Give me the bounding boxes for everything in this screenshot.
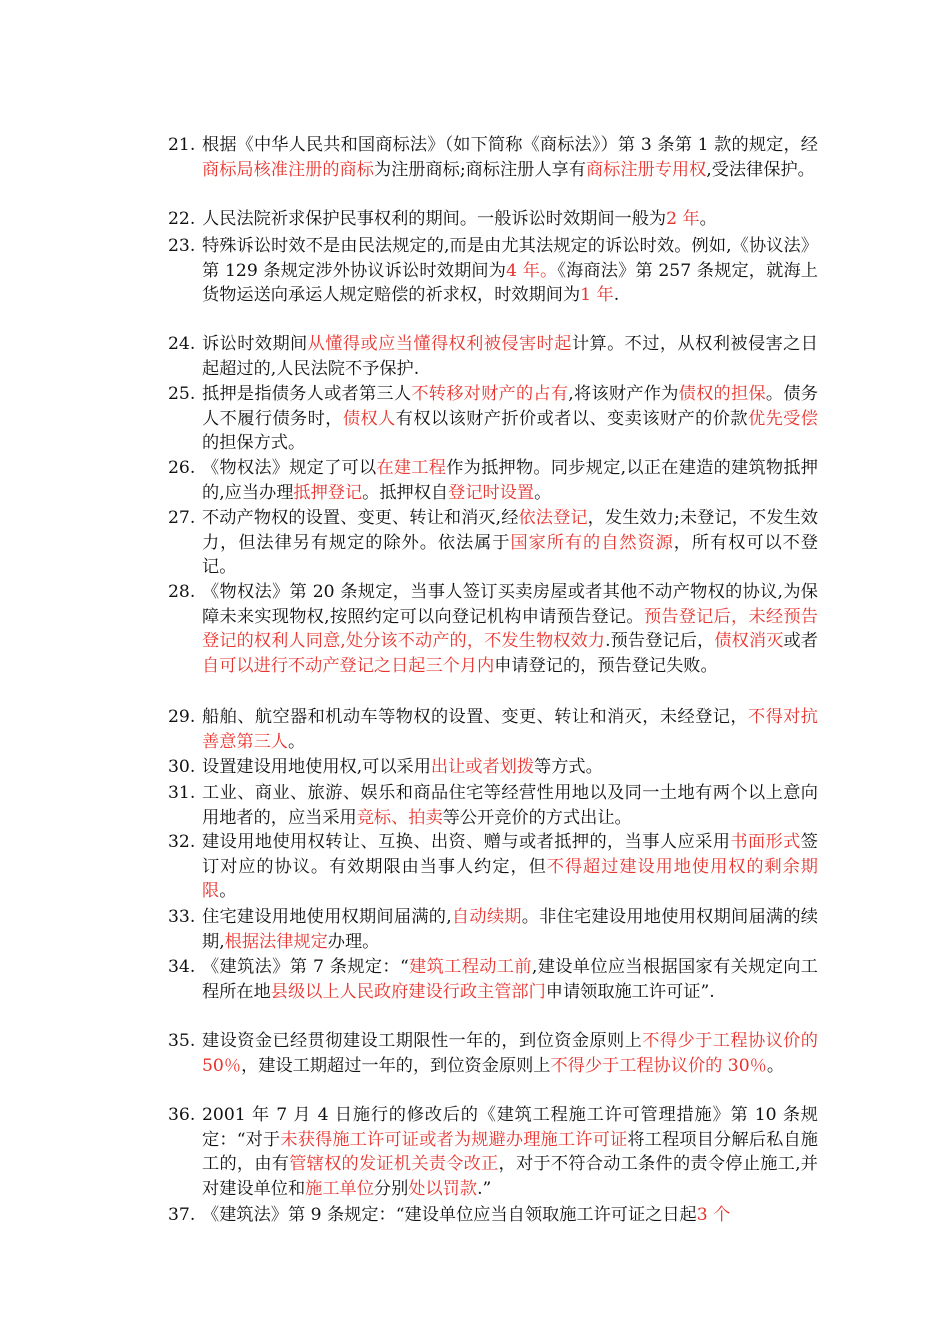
- item-number: 28.: [168, 582, 196, 602]
- highlighted-text: 商标局核准注册的商标: [202, 159, 374, 180]
- list-item-24: [168, 332, 818, 381]
- highlighted-text: 出让或者划拨: [430, 757, 535, 777]
- text-segment: 人民法院祈求保护民事权利的期间。一般诉讼时效期间一般为: [202, 209, 667, 229]
- text-segment: 为注册商标;商标注册人享有: [373, 159, 586, 180]
- text-segment: 诉讼时效期间: [202, 334, 308, 354]
- text-segment: 建设用地使用权转让、互换、出资、赠与或者抵押的，当事人应采用: [202, 832, 731, 852]
- text-segment: 的担保方式。: [202, 433, 306, 454]
- highlighted-text: 国家所有的自然资源: [510, 532, 674, 553]
- list-item-35: [168, 1029, 818, 1078]
- item-text: [202, 955, 818, 1004]
- list-item-26: [168, 456, 818, 505]
- highlighted-text: 从懂得或应当懂得权利被侵害时起: [307, 334, 572, 354]
- highlighted-text: 建筑工程动工前: [408, 957, 532, 977]
- item-text: [202, 1203, 818, 1228]
- item-text: [202, 1103, 818, 1201]
- item-number: 34.: [168, 957, 196, 977]
- text-segment: 《海商法》第 257 条规定，就海上货物运送向承运人规定赔偿的祈求权，时效期间为: [202, 260, 818, 306]
- item-number: 29.: [168, 707, 196, 727]
- text-segment: 申请领取施工许可证”.: [545, 981, 715, 1002]
- item-number: 24.: [168, 334, 196, 354]
- text-segment: 计算。不过，从权利被侵害之日起超过的,人民法院不予保护.: [202, 334, 818, 379]
- highlighted-text: 处以罚款: [408, 1178, 478, 1199]
- highlighted-text: 根据法律规定: [224, 931, 328, 952]
- highlighted-text: 预告登记后，未经预告登记的权利人同意,处分该不动产的，不发生物权效力: [202, 606, 818, 652]
- highlighted-text: 3 个: [696, 1205, 731, 1225]
- list-item-36: [168, 1103, 818, 1201]
- text-segment: 建设资金已经贯彻建设工期限性一年的，到位资金原则上: [202, 1031, 643, 1051]
- item-text: [202, 705, 818, 754]
- item-number: 27.: [168, 508, 196, 528]
- item-text: [202, 382, 818, 456]
- item-text: [202, 905, 818, 954]
- list-item-30: [168, 755, 818, 780]
- item-number: 33.: [168, 907, 196, 927]
- item-number: 25.: [168, 384, 196, 404]
- text-segment: ,受法律保护。: [706, 159, 815, 180]
- text-segment: 。: [287, 731, 306, 752]
- item-number: 32.: [168, 832, 196, 852]
- item-number: 37.: [168, 1205, 196, 1225]
- text-segment: .预告登记后，: [605, 631, 715, 652]
- text-segment: 分别: [373, 1178, 409, 1199]
- item-text: [202, 506, 818, 580]
- highlighted-text: 不得少于工程协议价的 30％: [550, 1055, 767, 1076]
- text-segment: 。: [699, 209, 717, 229]
- highlighted-text: 自动续期: [451, 907, 522, 927]
- list-item-23: [168, 234, 818, 308]
- item-number: 21.: [168, 135, 196, 155]
- highlighted-text: 4 年。: [506, 260, 558, 281]
- text-segment: 有权以该财产折价或者以、变卖该财产的价款: [395, 408, 748, 429]
- highlighted-text: 未获得施工许可证或者为规避办理施工许可证: [280, 1129, 628, 1150]
- highlighted-text: 登记时设置: [448, 482, 535, 503]
- highlighted-text: 不得对抗善意第三人: [202, 707, 818, 752]
- item-number: 30.: [168, 757, 196, 777]
- highlighted-text: 1 年: [580, 285, 614, 306]
- text-segment: 将工程项目分解后私自施工的，由有: [202, 1129, 818, 1175]
- highlighted-text: 竞标、拍卖: [356, 807, 443, 828]
- list-item-29: [168, 705, 818, 754]
- item-text: [202, 1029, 818, 1078]
- item-text: [202, 207, 818, 232]
- text-segment: ，建设工期超过一年的，到位资金原则上: [241, 1055, 551, 1076]
- text-segment: 《建筑法》第 7 条规定：“: [202, 957, 409, 977]
- text-segment: ,建设单位应当根据国家有关规定向工程所在地: [202, 957, 818, 1002]
- text-segment: ，对于不符合动工条件的责令停止施工,并对建设单位和: [202, 1154, 818, 1199]
- item-text: [202, 133, 818, 182]
- item-text: [202, 332, 818, 381]
- text-segment: 《物权法》规定了可以: [202, 458, 377, 478]
- list-item-28: [168, 580, 818, 678]
- text-segment: 签订对应的协议。有效期限由当事人约定，但: [202, 832, 818, 877]
- text-segment: 根据《中华人民共和国商标法》（如下简称《商标法》）第 3 条第 1 款的规定，经: [202, 135, 818, 155]
- list-item-21: [168, 133, 818, 182]
- highlighted-text: 施工单位: [305, 1178, 374, 1199]
- highlighted-text: 在建工程: [376, 458, 447, 478]
- highlighted-text: 2 年: [666, 209, 700, 229]
- text-segment: 作为抵押物。同步规定,以正在建造的建筑物抵押的,应当办理: [202, 458, 818, 503]
- item-number: 23.: [168, 236, 196, 256]
- list-item-37: [168, 1203, 818, 1228]
- item-text: [202, 456, 818, 505]
- item-text: [202, 755, 818, 780]
- text-segment: 等方式。: [534, 757, 603, 777]
- text-segment: 。: [219, 881, 237, 902]
- text-segment: ,将该财产作为: [568, 384, 679, 404]
- highlighted-text: 优先受偿: [747, 408, 818, 429]
- text-segment: 。债务人不履行债务时，: [202, 384, 818, 429]
- item-number: 36.: [168, 1105, 196, 1125]
- text-segment: .”: [477, 1178, 492, 1199]
- highlighted-text: 不转移对财产的占有: [411, 384, 569, 404]
- list-item-25: [168, 382, 818, 456]
- text-segment: 不动产物权的设置、变更、转让和消灭,经: [202, 508, 519, 528]
- text-segment: 《物权法》第 20 条规定，当事人签订买卖房屋或者其他不动产物权的协议,为保障未来实现物权,按照约定可以向登记机构申请预告登记。: [202, 582, 818, 627]
- text-segment: 或者: [783, 631, 818, 652]
- text-segment: 工业、商业、旅游、娱乐和商品住宅等经营性用地以及同一土地有两个以上意向用地者的，应当采用: [202, 783, 818, 828]
- item-text: [202, 234, 818, 308]
- item-number: 22.: [168, 209, 196, 229]
- text-segment: 申请登记的，预告登记失败。: [494, 655, 718, 676]
- text-segment: 。: [766, 1055, 785, 1076]
- item-number: 26.: [168, 458, 196, 478]
- text-segment: 抵押是指债务人或者第三人: [202, 384, 412, 404]
- list-item-33: [168, 905, 818, 954]
- text-segment: 住宅建设用地使用权期间届满的,: [202, 907, 452, 927]
- highlighted-text: 自可以进行不动产登记之日起三个月内: [202, 655, 495, 676]
- text-segment: 船舶、航空器和机动车等物权的设置、变更、转让和消灭，未经登记，: [202, 707, 748, 727]
- highlighted-text: 不得超过建设用地使用权的剩余期限: [202, 856, 818, 902]
- text-segment: .: [613, 285, 620, 306]
- list-item-31: [168, 781, 818, 830]
- text-segment: 。非住宅建设用地使用权期间届满的续期,: [202, 907, 818, 952]
- highlighted-text: 依法登记: [518, 508, 588, 528]
- text-segment: ，发生效力;未登记，不发生效力，但法律另有规定的除外。依法属于: [202, 508, 818, 553]
- highlighted-text: 商标注册专用权: [585, 159, 707, 180]
- highlighted-text: 债权人: [342, 408, 396, 429]
- text-segment: 办理。: [327, 931, 380, 952]
- highlighted-text: 债权消灭: [714, 631, 784, 652]
- highlighted-text: 抵押登记: [293, 482, 363, 503]
- list-item-27: [168, 506, 818, 580]
- text-segment: 。: [534, 482, 552, 503]
- highlighted-text: 管辖权的发证机关责令改正: [289, 1154, 499, 1175]
- item-text: [202, 830, 818, 904]
- item-number: 31.: [168, 783, 196, 803]
- highlighted-text: 不得少于工程协议价的 50％: [202, 1031, 818, 1076]
- list-item-34: [168, 955, 818, 1004]
- text-segment: 等公开竞价的方式出让。: [442, 807, 632, 828]
- item-text: [202, 580, 818, 678]
- highlighted-text: 债权的担保: [678, 384, 766, 404]
- highlighted-text: 书面形式: [730, 832, 801, 852]
- item-number: 35.: [168, 1031, 196, 1051]
- text-segment: 。抵押权自: [362, 482, 449, 503]
- highlighted-text: 县级以上人民政府建设行政主管部门: [270, 981, 546, 1002]
- text-segment: ，所有权可以不登记。: [202, 532, 818, 578]
- text-segment: 设置建设用地使用权,可以采用: [202, 757, 431, 777]
- item-text: [202, 781, 818, 830]
- text-segment: 2001 年 7 月 4 日施行的修改后的《建筑工程施工许可管理措施》第 10 条规定：“对于: [202, 1105, 818, 1150]
- text-segment: 特殊诉讼时效不是由民法规定的,而是由尤其法规定的诉讼时效。例如,《协议法》第 129 条规定涉外协议诉讼时效期间为: [202, 236, 818, 281]
- list-item-32: [168, 830, 818, 904]
- list-item-22: [168, 207, 818, 232]
- text-segment: 《建筑法》第 9 条规定：“建设单位应当自领取施工许可证之日起: [202, 1205, 697, 1225]
